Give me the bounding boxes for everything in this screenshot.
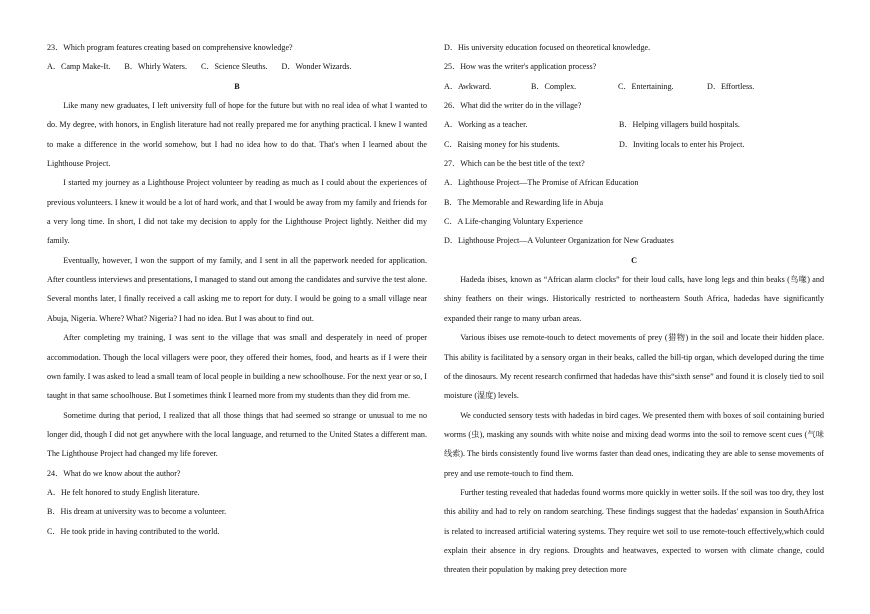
option-d: D．Wonder Wizards.: [281, 62, 352, 72]
option-b: B．Complex.: [531, 81, 577, 91]
option-d: D．Effortless.: [707, 81, 755, 91]
passage-b-paragraph: I started my journey as a Lighthouse Project volunteer by reading as much as I could about the experiences of previous volunteers. I knew it would be a lot of hard work, and that I would be away from my family and friends for a very long time. In short, I did not take my decision to apply for the Lighthouse Project lightly. Neither did my family.: [47, 178, 427, 246]
left-column: [47, 38, 427, 541]
passage-b-paragraph: Eventually, however, I won the support of my family, and I sent in all the paperwork needed for application. After countless interviews and presentations, I managed to stand out among the candidates and survive the test alone. Several months later, I finally received a call asking me to report for duty. I would be going to a small village near Abuja, Nigeria. Where? What? Nigeria? I had no idea. But I was about to find out.: [47, 255, 427, 323]
option-c: C．Science Sleuths.: [200, 62, 268, 72]
passage-c-paragraph: Various ibises use remote-touch to detect movements of prey (猎物) in the soil and locate their hidden place. This ability is facilitated by a sensory organ in their beaks, called the bill-tip organ, which developed during the time of the dinosaurs. My recent research confirmed that hadedas have this“sixth sense” and found it is closely tied to soil moisture (湿度) levels.: [444, 333, 824, 401]
option-b: B．Helping villagers build hospitals.: [619, 120, 740, 130]
passage-b-paragraph: Like many new graduates, I left university full of hope for the future but with no real idea of what I wanted to do. My degree, with honors, in English literature had not really prepared me for anything practical. I knew I wanted to make a difference in the world somehow, but I had no idea how to do that. That's when I learned about the Lighthouse Project.: [47, 101, 427, 169]
passage-c-paragraph: Further testing revealed that hadedas found worms more quickly in wetter soils. If the soil was too dry, they lost this ability and had to rely on random searching. These findings suggest that the hadedas' expansion in SouthAfrica is related to increased artificial watering systems. They require wet soil to use remote-touch effectively,which could explain their absence in dry regions. Droughts and heatwaves, expected to worsen with climate change, could threaten their population by making prey detection more: [444, 487, 824, 575]
question-26: 26．What did the writer do in the village?: [444, 101, 582, 111]
question-27: 27．Which can be the best title of the text?: [444, 159, 585, 169]
option-a: A．Camp Make-It.: [47, 62, 111, 72]
option-d: D．Inviting locals to enter his Project.: [619, 139, 745, 149]
passage-b-paragraph: Sometime during that period, I realized that all those things that had seemed so strange or unusual to me no longer did, though I did not get anywhere with the local language, and returned to the United States a different man. The Lighthouse Project had changed my life forever.: [47, 410, 427, 459]
option-d: D．His university education focused on theoretical knowledge.: [444, 43, 651, 52]
section-b-heading: B: [234, 81, 240, 91]
option-a: A．Working as a teacher.: [444, 120, 528, 130]
option-c: C．He took pride in having contributed to the world.: [47, 526, 220, 536]
question-26-options-row: [444, 115, 824, 134]
option-a: A．Lighthouse Project—The Promise of African Education: [444, 178, 639, 188]
option-b: B．His dream at university was to become a volunteer.: [47, 507, 227, 517]
option-a: A．He felt honored to study English literature.: [47, 487, 200, 497]
option-b: B．Whirly Waters.: [124, 62, 187, 72]
question-26-options-row: [444, 135, 824, 154]
option-d: D．Lighthouse Project—A Volunteer Organization for New Graduates: [444, 236, 674, 246]
question-23: 23．Which program features creating based on comprehensive knowledge?: [47, 43, 293, 52]
passage-c-paragraph: Hadeda ibises, known as “African alarm clocks” for their loud calls, have long legs and thin beaks (鸟喙) and shiny feathers on their wings. Historically restricted to northeastern South Africa, hadedas have significantly expanded their range to many urban areas.: [444, 275, 824, 323]
right-column: [444, 38, 824, 580]
option-b: B．The Memorable and Rewarding life in Abuja: [444, 197, 604, 207]
question-24: 24．What do we know about the author?: [47, 468, 181, 478]
option-a: A．Awkward.: [444, 81, 492, 91]
option-c: C．Raising money for his students.: [444, 139, 560, 149]
option-c: C．Entertaining.: [618, 81, 674, 91]
option-c: C．A Life-changing Voluntary Experience: [444, 217, 583, 227]
question-23-options: [47, 57, 427, 76]
passage-b-paragraph: After completing my training, I was sent to the village that was small and desperately in need of proper accommodation. Though the local villagers were poor, they offered their homes, food, and hearts as if I were their own family. I was asked to lead a small team of local people in building a new schoolhouse. For the next year or so, I taught in that same schoolhouse. But I sometimes think I learned more from my students than they did from me.: [47, 333, 427, 401]
question-25: 25．How was the writer's application process?: [444, 62, 597, 72]
section-c-heading: C: [631, 255, 637, 265]
passage-c-paragraph: We conducted sensory tests with hadedas in bird cages. We presented them with boxes of soil containing buried worms (虫), masking any sounds with white noise and mixing dead worms into the soil to remove scent cues (气味线索). The birds consistently found live worms faster than dead ones, indicating they are able to sense movements of prey and use remote-touch to find them.: [444, 410, 824, 478]
question-25-options: [444, 77, 824, 96]
